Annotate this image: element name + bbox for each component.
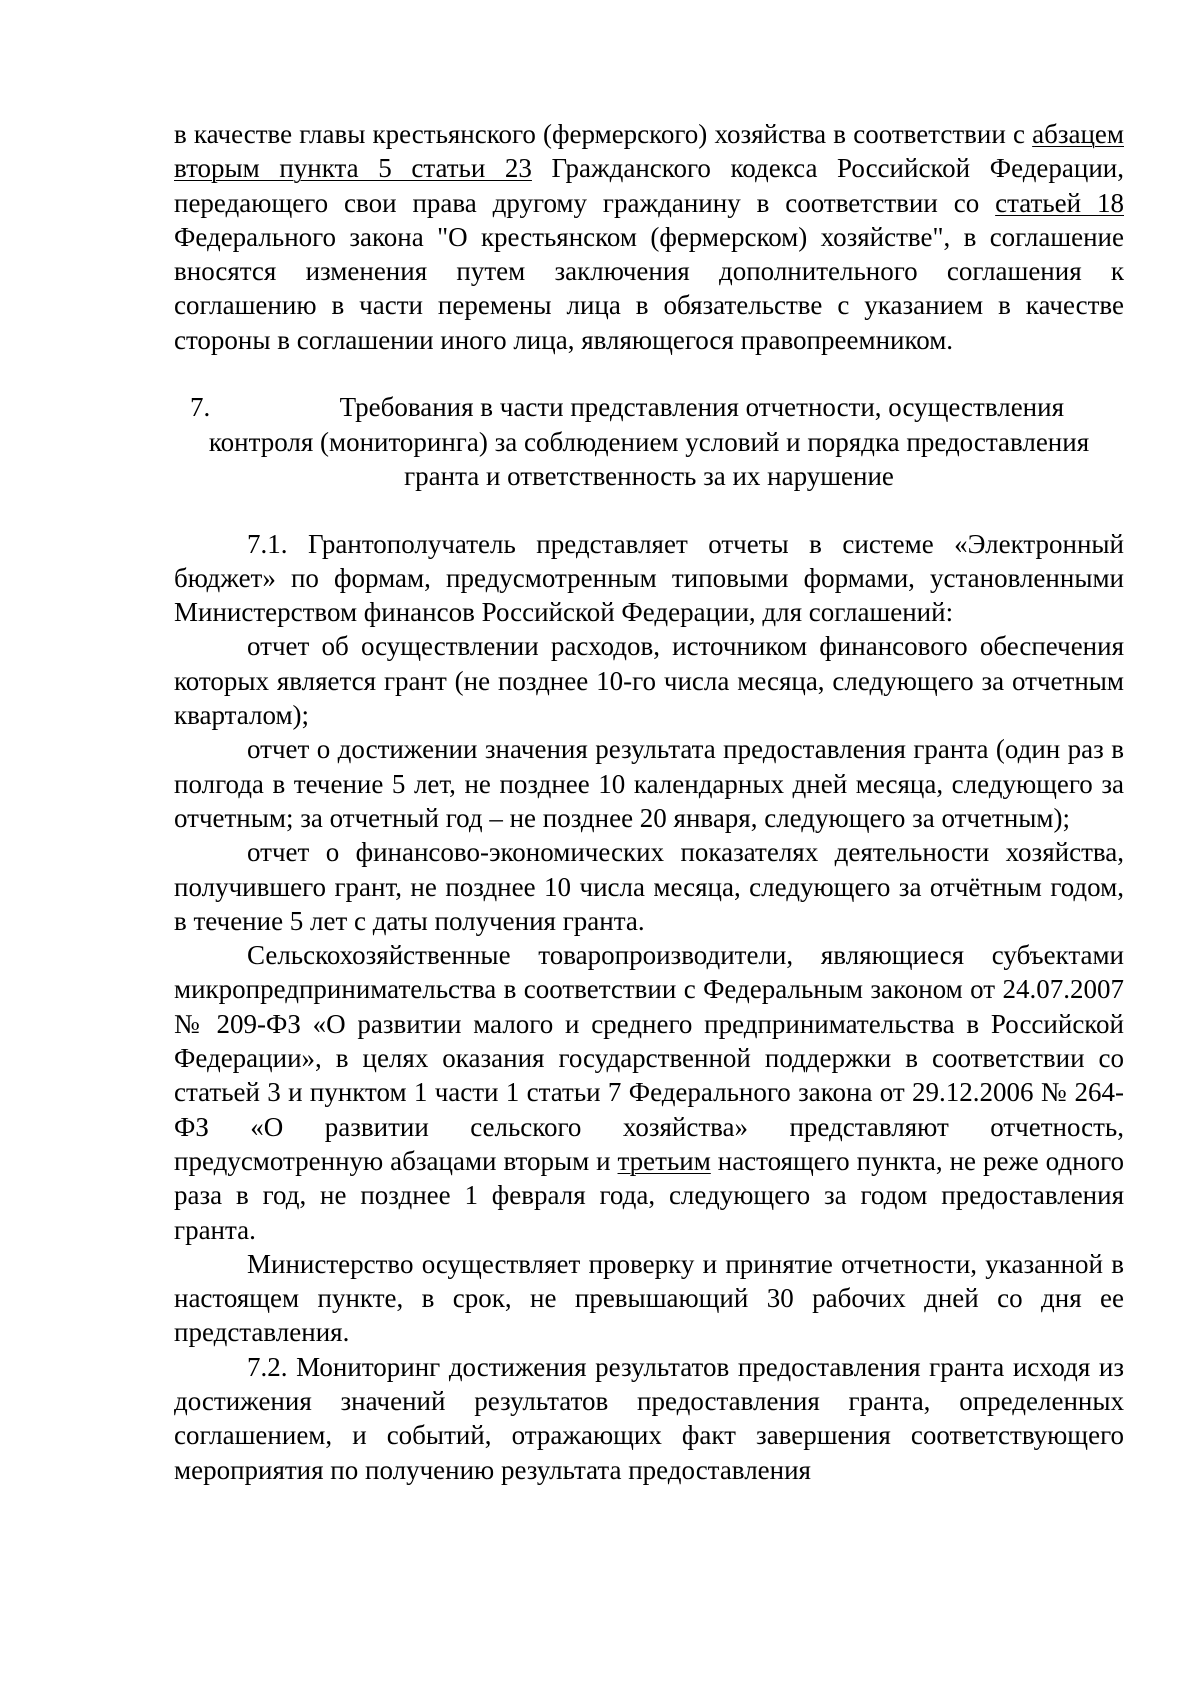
paragraph-micro-enterprises — [174, 938, 1124, 1247]
paragraph-report-result: отчет о достижении значения результата предоставления гранта (один раз в полгода в течение 5 лет, не позднее 10 календарных дней месяца, следующего за отчетным; за отчетный год – не позднее 20 января, следующего за отчетным); — [174, 734, 1124, 833]
section-title-part3: гранта и ответственность за их нарушение — [404, 461, 894, 492]
law-link-article-18[interactable]: статьей 18 — [995, 187, 1124, 218]
paragraph-report-expenses: отчет об осуществлении расходов, источником финансового обеспечения которых является грант (не позднее 10-го числа месяца, следующего за отчетным кварталом); — [174, 631, 1124, 731]
document-page — [174, 117, 1124, 1487]
link-third-paragraph[interactable]: третьим — [617, 1145, 711, 1176]
law-link-civil-code[interactable]: абзацем вторым пункта 5 статьи 23 — [174, 119, 1124, 184]
paragraph-text: в качестве главы крестьянского (фермерского) хозяйства в соответствии с — [174, 119, 1033, 149]
paragraph-intro — [174, 117, 1124, 357]
paragraph-ministry-check: Министерство осуществляет проверку и принятие отчетности, указанной в настоящем пункте, в срок, не превышающий 30 рабочих дней со дня ее представления. — [174, 1248, 1124, 1348]
paragraph-text: настоящего пункта, не реже одного раза в год, не позднее 1 февраля года, следующего за годом предоставления гранта. — [174, 1145, 1124, 1245]
section-title-part1: Требования в части представления отчетности, осуществления — [339, 392, 1064, 423]
paragraph-text: Гражданского кодекса Российской Федерации, передающего свои права другому гражданину в соответствии со — [174, 153, 1124, 218]
paragraph-7-2: 7.2. Мониторинг достижения результатов предоставления гранта исходя из достижения значений результатов предоставления гранта, определенных соглашением, и событий, отражающих факт завершения соответствующего мероприятия по получению результата предоставления — [174, 1351, 1124, 1485]
section-7-heading — [174, 390, 1124, 494]
paragraph-report-financial: отчет о финансово-экономических показателях деятельности хозяйства, получившего грант, не позднее 10 числа месяца, следующего за отчётным годом, в течение 5 лет с даты получения гранта. — [174, 837, 1124, 936]
paragraph-7-1: 7.1. Грантополучатель представляет отчеты в системе «Электронный бюджет» по формам, предусмотренным типовыми формами, установленными Министерством финансов Российской Федерации, для соглашений: — [174, 528, 1124, 628]
paragraph-text: Федерального закона "О крестьянском (фермерском) хозяйстве", в соглашение вносятся изменения путем заключения дополнительного соглашения к соглашению в части перемены лица в обязательстве с указанием в качестве стороны в соглашении иного лица, являющегося правопреемником. — [174, 221, 1124, 355]
section-7-heading-line1 — [174, 390, 1124, 425]
paragraph-text: Сельскохозяйственные товаропроизводители, являющиеся субъектами микропредпринимательства в соответствии с Федеральным законом от 24.07.2007 № 209-ФЗ «О развитии малого и среднего предпринимательства в Российской Федерации», в целях оказания государственной поддержки в соответствии со статьей 3 и пунктом 1 части 1 статьи 7 Федерального закона от 29.12.2006 № 264-ФЗ «О развитии сельского хозяйства» представляют отчетность, предусмотренную абзацами вторым и — [174, 940, 1124, 1176]
section-title-part2: контроля (мониторинга) за соблюдением условий и порядка предоставления — [208, 426, 1090, 457]
section-number: 7. — [190, 392, 211, 423]
